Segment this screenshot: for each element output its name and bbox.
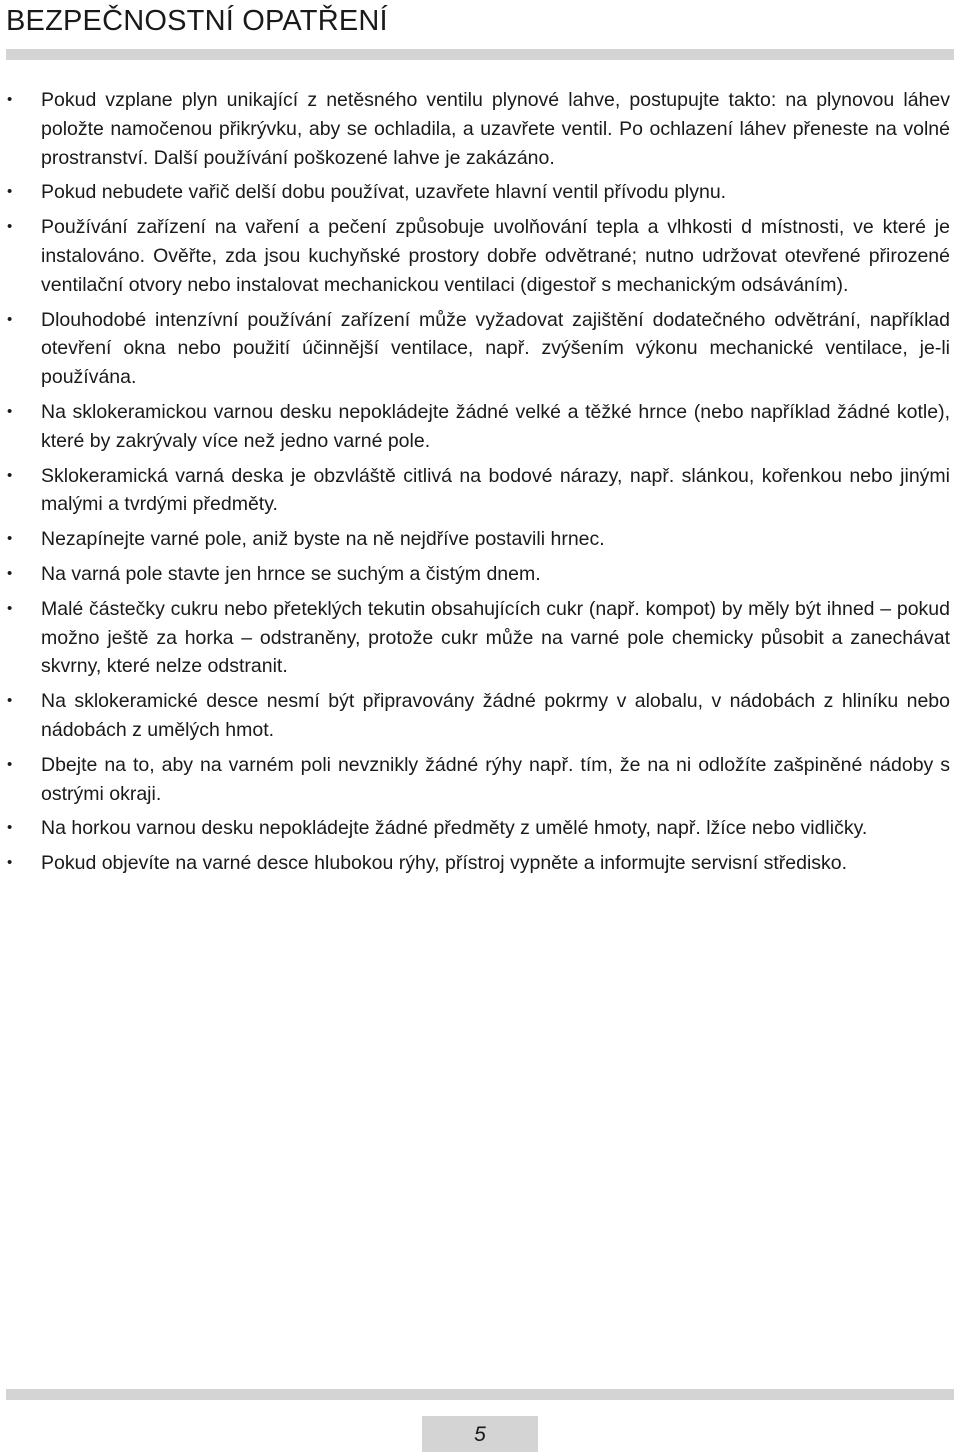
page-number: 5 — [422, 1416, 538, 1452]
bullet-icon: • — [7, 402, 13, 420]
list-item — [0, 849, 960, 878]
bullet-icon: • — [7, 466, 13, 484]
list-item — [0, 306, 960, 392]
list-item-text: Sklokeramická varná deska je obzvláště citlivá na bodové nárazy, např. slánkou, kořenkou nebo jinými malými a tvrdými předměty. — [41, 464, 950, 516]
list-item-text: Pokud objevíte na varné desce hlubokou rýhy, přístroj vypněte a informujte servisní středisko. — [41, 852, 848, 875]
bullet-icon: • — [7, 599, 13, 617]
bullet-icon: • — [7, 530, 13, 548]
list-item-text: Používání zařízení na vaření a pečení způsobuje uvolňování tepla a vlhkosti d místnosti, ve které je instalováno. Ověřte, zda jsou kuchyňské prostory dobře odvětrané; nutno udržovat otevřené přirozené ventilační otvory nebo instalovat mechanickou ventilaci (digestoř s mechanickým odsáváním). — [41, 216, 950, 296]
bullet-icon: • — [7, 310, 13, 328]
list-item-text: Dbejte na to, aby na varném poli nevznikly žádné rýhy např. tím, že na ni odložíte zašpiněné nádoby s ostrými okraji. — [41, 753, 950, 805]
list-item-text: Dlouhodobé intenzívní používání zařízení může vyžadovat zajištění dodatečného odvětrání, například otevření okna nebo použití účinnější ventilace, např. zvýšením výkonu mechanické ventilace, je-li používána. — [41, 308, 950, 389]
list-item — [0, 86, 960, 172]
list-item — [0, 687, 960, 745]
footer-divider — [6, 1389, 954, 1400]
list-item — [0, 462, 960, 520]
list-item — [0, 178, 960, 207]
bullet-icon: • — [7, 755, 13, 773]
list-item — [0, 398, 960, 456]
bullet-icon: • — [7, 692, 13, 710]
list-item — [0, 595, 960, 681]
bullet-icon: • — [7, 854, 13, 872]
list-item — [0, 560, 960, 589]
list-item-text: Na sklokeramickou varnou desku nepokládejte žádné velké a těžké hrnce (nebo například žádné kotle), které by zakrývaly více než jedno varné pole. — [41, 400, 950, 452]
list-item — [0, 814, 960, 843]
list-item-text: Malé částečky cukru nebo přeteklých tekutin obsahujících cukr (např. kompot) by měly být ihned – pokud možno ještě za horka – odstraněny, protože cukr může na varné pole chemicky působit a zanechávat skvrny, které nelze odstranit. — [41, 597, 950, 678]
list-item-text: Nezapínejte varné pole, aniž byste na ně nejdříve postavili hrnec. — [41, 528, 605, 551]
list-item — [0, 213, 960, 299]
bullet-icon: • — [7, 218, 13, 236]
list-item-text: Pokud nebudete vařič delší dobu používat, uzavřete hlavní ventil přívodu plynu. — [41, 181, 727, 204]
list-item — [0, 525, 960, 554]
page-title: BEZPEČNOSTNÍ OPATŘENÍ — [6, 5, 388, 37]
bullet-icon: • — [7, 183, 13, 201]
bullet-icon: • — [7, 91, 13, 108]
bullet-icon: • — [7, 564, 13, 582]
list-item-text: Na horkou varnou desku nepokládejte žádné předměty z umělé hmoty, např. lžíce nebo vidličky. — [41, 817, 868, 840]
list-item-text: Na sklokeramické desce nesmí být připravovány žádné pokrmy v alobalu, v nádobách z hliníku nebo nádobách z umělých hmot. — [41, 690, 950, 741]
list-item-text: Pokud vzplane plyn unikající z netěsného ventilu plynové lahve, postupujte takto: na plynovou láhev položte namočenou přikrývku, aby se ochladila, a uzavřete ventil. Po ochlazení láhev přeneste na volné prostranství. Další používání poškozené lahve je zakázáno. — [41, 89, 950, 169]
bullet-icon: • — [7, 819, 13, 837]
list-item — [0, 751, 960, 809]
safety-instructions-list — [0, 86, 960, 884]
header-divider — [6, 49, 954, 60]
list-item-text: Na varná pole stavte jen hrnce se suchým a čistým dnem. — [41, 562, 541, 585]
